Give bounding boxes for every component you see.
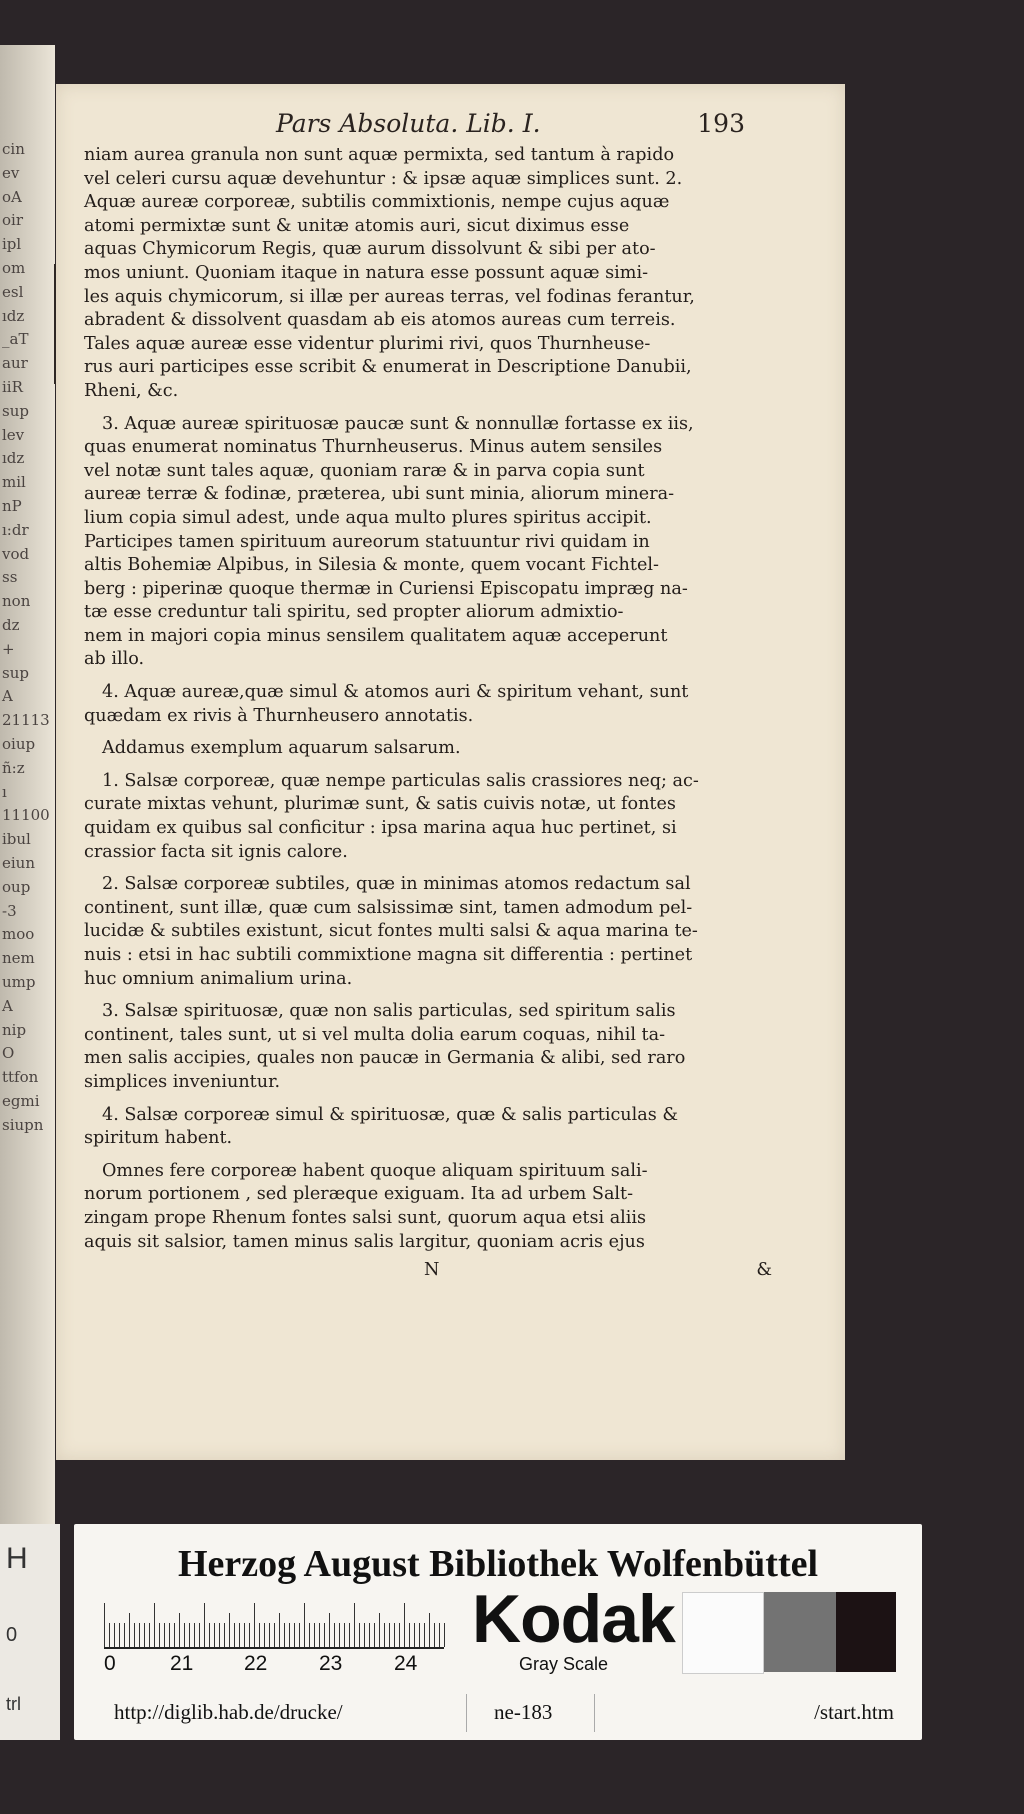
ruler-labels: [104, 1652, 444, 1676]
catchword: &: [756, 1260, 772, 1281]
facing-page-fragment: nP: [2, 497, 22, 515]
facing-page-fragment: oA: [2, 187, 22, 206]
ruler-tick: [324, 1623, 325, 1647]
ruler-tick: [244, 1623, 245, 1647]
ruler-tick: [394, 1623, 395, 1647]
text-line: 1. Salsæ corporeæ, quæ nempe particulas salis crassiores neq; ac-: [102, 770, 699, 791]
text-line: simplices inveniuntur.: [84, 1071, 281, 1092]
color-target-card: [74, 1524, 922, 1740]
text-line: quas enumerat nominatus Thurnheuserus. Minus autem sensiles: [84, 437, 663, 458]
ruler-tick: [179, 1613, 180, 1647]
ruler-tick: [274, 1623, 275, 1647]
text-line: atomi permixtæ sunt & unitæ atomis auri, sicut diximus esse: [84, 215, 630, 236]
ruler-tick: [429, 1613, 430, 1647]
facing-page-fragment: aur: [2, 354, 28, 373]
ruler-tick: [309, 1623, 310, 1647]
text-line: nuis : etsi in hac subtili commixtione magna sit differentia : pertinet: [84, 945, 693, 965]
margin-rule: [54, 264, 56, 384]
ruler-tick: [364, 1623, 365, 1647]
text-line: Omnes fere corporeæ habent quoque aliquam spirituum sali-: [102, 1160, 648, 1181]
facing-page-fragment: cin: [2, 140, 25, 158]
facing-page-fragment: nem: [2, 949, 35, 968]
ruler-tick: [124, 1623, 125, 1647]
text-line: men salis accipies, quales non paucæ in Germania & alibi, sed raro: [84, 1048, 686, 1069]
text-line: Aquæ aureæ corporeæ, subtilis commixtionis, nempe cujus aquæ: [84, 192, 670, 213]
facing-page-fragment: non: [2, 592, 31, 611]
ruler-tick: [264, 1623, 265, 1647]
text-line: quædam ex rivis à Thurnheusero annotatis.: [84, 705, 474, 726]
ruler-tick: [334, 1623, 335, 1647]
ruler-tick: [444, 1623, 445, 1647]
facing-page-fragment: iiR: [2, 378, 23, 396]
ruler-tick: [224, 1623, 225, 1647]
ruler-tick: [389, 1623, 390, 1647]
ruler-tick: [314, 1623, 315, 1647]
ruler-tick: [149, 1623, 150, 1647]
text-line: ab illo.: [84, 649, 145, 670]
facing-page-fragment: A: [2, 996, 13, 1015]
facing-page-fragment: sup: [2, 663, 29, 682]
text-line: 4. Salsæ corporeæ simul & spirituosæ, quæ & salis particulas &: [102, 1104, 679, 1125]
facing-page-fragment: ttfon: [2, 1068, 39, 1087]
text-line: Tales aquæ aureæ esse videntur plurimi rivi, quos Thurnheuse-: [84, 333, 651, 354]
facing-page-fragment: mil: [2, 473, 26, 492]
book-page: [56, 84, 845, 1460]
ruler-tick: [189, 1623, 190, 1647]
ruler-tick: [414, 1623, 415, 1647]
ruler-tick: [284, 1623, 285, 1647]
text-line: vel celeri cursu aquæ devehuntur : & ipsæ aquæ simplices sunt. 2.: [84, 168, 683, 189]
facing-page-fragment: ı: [2, 782, 7, 801]
ruler-tick: [329, 1613, 330, 1647]
facing-page-fragment: -3: [2, 901, 17, 920]
facing-page-fragment: dz: [2, 616, 20, 634]
ruler-tick: [204, 1603, 205, 1647]
shelfmark: ne-183: [494, 1700, 553, 1724]
ruler-tick: [109, 1623, 110, 1647]
text-line: niam aurea granula non sunt aquæ permixta, sed tantum à rapido: [84, 145, 675, 165]
ruler-tick: [174, 1623, 175, 1647]
text-line: spiritum habent.: [84, 1128, 233, 1149]
ruler-tick: [184, 1623, 185, 1647]
text-line: zingam prope Rhenum fontes salsi sunt, quorum aqua etsi aliis: [84, 1207, 647, 1228]
ruler-tick: [384, 1623, 385, 1647]
text-line: quidam ex quibus sal conficitur : ipsa marina aqua huc pertinet, si: [84, 818, 677, 839]
ruler-label: 23: [319, 1652, 343, 1675]
ruler-tick: [319, 1623, 320, 1647]
paragraph: [84, 737, 772, 761]
text-line: 3. Aquæ aureæ spirituosæ paucæ sunt & nonnullæ fortasse ex iis,: [102, 413, 694, 434]
facing-page-fragment: moo: [2, 925, 35, 944]
facing-page-fragment: eiun: [2, 854, 35, 872]
text-line: mos uniunt. Quoniam itaque in natura esse possunt aquæ simi-: [84, 262, 649, 283]
ruler-tick: [214, 1623, 215, 1647]
gray-patch: [764, 1592, 836, 1672]
white-patch: [682, 1592, 764, 1674]
facing-page-fragment: 11100: [2, 806, 50, 825]
ruler-tick: [344, 1623, 345, 1647]
ruler-tick: [409, 1623, 410, 1647]
ruler-tick: [134, 1623, 135, 1647]
ruler-tick: [379, 1613, 380, 1647]
facing-page-fragment: ump: [2, 973, 36, 991]
ruler-tick: [434, 1623, 435, 1647]
ruler-tick: [209, 1623, 210, 1647]
ruler-tick: [439, 1623, 440, 1647]
ruler-tick: [139, 1623, 140, 1647]
ruler-tick: [144, 1623, 145, 1647]
facing-page-fragment: sup: [2, 401, 29, 420]
facing-page-fragment: ibul: [2, 830, 31, 849]
paragraph: [84, 1104, 772, 1151]
page-text: [84, 144, 772, 1287]
text-line: vel notæ sunt tales aquæ, quoniam raræ & in parva copia sunt: [84, 460, 645, 481]
ruler-tick: [234, 1623, 235, 1647]
text-line: rus auri participes esse scribit & enumerat in Descriptione Danubii,: [84, 357, 692, 378]
ruler-tick: [424, 1623, 425, 1647]
text-line: aureæ terræ & fodinæ, præterea, ubi sunt minia, aliorum minera-: [84, 484, 675, 505]
facing-page-fragment: ı:dr: [2, 520, 29, 539]
ruler-tick: [254, 1603, 255, 1647]
ruler-tick: [229, 1613, 230, 1647]
running-title: Pars Absoluta. Lib. I.: [276, 109, 541, 138]
facing-page-fragment: 21113: [2, 711, 50, 730]
text-line: Participes tamen spirituum aureorum statuuntur rivi quidam in: [84, 531, 650, 552]
url-suffix: /start.htm: [814, 1700, 894, 1724]
page-footer: [84, 1260, 772, 1287]
text-line: lucidæ & subtiles existunt, sicut fontes multi salsi & aqua marina te-: [84, 921, 698, 942]
ruler-tick: [119, 1623, 120, 1647]
ruler-label: 24: [394, 1652, 418, 1675]
text-line: altis Bohemiæ Alpibus, in Silesia & monte, quem vocant Fichtel-: [84, 555, 659, 576]
ruler-label: 22: [244, 1652, 268, 1675]
ruler-tick: [369, 1623, 370, 1647]
text-line: 3. Salsæ spirituosæ, quæ non salis particulas, sed spiritum salis: [102, 1001, 676, 1022]
ruler-label: 21: [170, 1652, 194, 1675]
text-line: aquas Chymicorum Regis, quæ aurum dissolvunt & sibi per ato-: [84, 239, 656, 260]
ruler-tick: [239, 1623, 240, 1647]
ruler-tick: [419, 1623, 420, 1647]
ruler-tick: [339, 1623, 340, 1647]
text-line: tæ esse creduntur tali spiritu, sed propter aliorum admixtio-: [84, 602, 624, 623]
ruler-tick: [289, 1623, 290, 1647]
text-line: lium copia simul adest, unde aqua multo plures spiritus accipit.: [84, 507, 652, 528]
text-line: nem in majori copia minus sensilem qualitatem aquæ acceperunt: [84, 625, 668, 646]
text-line: aquis sit salsior, tamen minus salis largitur, quoniam acris ejus: [84, 1231, 645, 1252]
facing-target-edge: [0, 1524, 60, 1740]
facing-page-fragment: ñ:z: [2, 758, 25, 777]
paragraph: [84, 413, 772, 673]
ruler-tick: [399, 1623, 400, 1647]
facing-page-fragment: oir: [2, 211, 23, 230]
text-line: curate mixtas vehunt, plurimæ sunt, & satis cuivis notæ, ut fontes: [84, 794, 676, 815]
facing-page-fragment: oiup: [2, 735, 36, 753]
ruler-tick: [269, 1623, 270, 1647]
ruler-tick: [294, 1623, 295, 1647]
facing-page-fragment: O: [2, 1044, 15, 1063]
ruler-tick: [114, 1623, 115, 1647]
ruler-tick: [164, 1623, 165, 1647]
ruler-tick: [159, 1623, 160, 1647]
ruler-tick: [259, 1623, 260, 1647]
black-patch: [836, 1592, 896, 1672]
running-header: [56, 109, 845, 143]
signature-mark: N: [424, 1260, 440, 1281]
facing-page-fragment: ıdz: [2, 306, 25, 325]
paragraph: [84, 1160, 772, 1254]
ruler-tick: [404, 1603, 405, 1647]
ruler-tick: [304, 1603, 305, 1647]
ruler-tick: [249, 1623, 250, 1647]
facing-page-fragment: ıdz: [2, 449, 25, 468]
facing-page-fragment: siupn: [2, 1115, 44, 1134]
facing-page-fragment: ipl: [2, 235, 22, 254]
ruler-tick: [219, 1623, 220, 1647]
text-line: huc omnium animalium urina.: [84, 968, 353, 989]
facing-page-fragment: +: [2, 639, 15, 658]
left-card-fragment: 0: [6, 1624, 18, 1646]
paragraph: [84, 681, 772, 728]
ruler-tick: [354, 1603, 355, 1647]
kodak-logo: Kodak: [472, 1581, 675, 1657]
text-line: crassior facta sit ignis calore.: [84, 841, 348, 862]
ruler-tick: [199, 1623, 200, 1647]
text-line: continent, sunt illæ, quæ cum salsissimæ sint, tamen admodum pel-: [84, 897, 693, 918]
ruler-tick: [104, 1603, 105, 1647]
left-card-fragment: trl: [6, 1694, 21, 1714]
facing-page-fragment: ss: [2, 568, 18, 587]
facing-page-fragment: ev: [2, 163, 20, 182]
facing-page-fragment: esl: [2, 282, 24, 301]
text-line: 4. Aquæ aureæ,quæ simul & atomos auri & spiritum vehant, sunt: [102, 682, 689, 703]
text-line: les aquis chymicorum, si illæ per aureas terras, vel fodinas ferantur,: [84, 286, 695, 307]
ruler-tick: [374, 1623, 375, 1647]
text-line: norum portionem , sed pleræque exiguam. Ita ad urbem Salt-: [84, 1184, 634, 1205]
facing-page-fragment: om: [2, 259, 26, 277]
ruler-tick: [169, 1623, 170, 1647]
left-card-fragment: H: [6, 1542, 28, 1575]
continued-paragraph: [84, 144, 772, 404]
facing-page-edge: [0, 45, 55, 1695]
facing-page-fragment: _aT: [2, 330, 29, 349]
facing-page-fragment: A: [2, 687, 13, 706]
scale-ruler: [104, 1599, 444, 1649]
ruler-tick: [359, 1623, 360, 1647]
gray-scale-label: Gray Scale: [519, 1654, 609, 1674]
paragraph: [84, 770, 772, 864]
facing-page-fragment: oup: [2, 877, 31, 896]
text-line: continent, tales sunt, ut si vel multa dolia earum coquas, nihil ta-: [84, 1024, 666, 1045]
facing-page-fragment: nip: [2, 1020, 27, 1039]
text-line: berg : piperinæ quoque thermæ in Curiensi Episcopatu impræg na-: [84, 578, 688, 599]
text-line: 2. Salsæ corporeæ subtiles, quæ in minimas atomos redactum sal: [102, 874, 691, 895]
ruler-tick: [279, 1613, 280, 1647]
ruler-tick: [129, 1613, 130, 1647]
url-row: [74, 1692, 922, 1728]
paragraph: [84, 1000, 772, 1094]
ruler-label: 0: [104, 1652, 116, 1675]
url-base: http://diglib.hab.de/drucke/: [114, 1700, 343, 1724]
ruler-tick: [349, 1623, 350, 1647]
paragraph: [84, 873, 772, 991]
facing-page-fragment: vod: [2, 544, 30, 563]
text-line: Addamus exemplum aquarum salsarum.: [102, 738, 461, 759]
facing-page-fragment: lev: [2, 425, 25, 444]
facing-page-fragment: egmi: [2, 1092, 40, 1110]
text-line: abradent & dissolvent quasdam ab eis atomos aureas cum terreis.: [84, 310, 676, 331]
text-line: Rheni, &c.: [84, 380, 179, 401]
ruler-tick: [194, 1623, 195, 1647]
ruler-tick: [154, 1603, 155, 1647]
page-number: 193: [697, 109, 745, 138]
ruler-tick: [299, 1623, 300, 1647]
institution-name: Herzog August Bibliothek Wolfenbüttel: [177, 1543, 819, 1585]
